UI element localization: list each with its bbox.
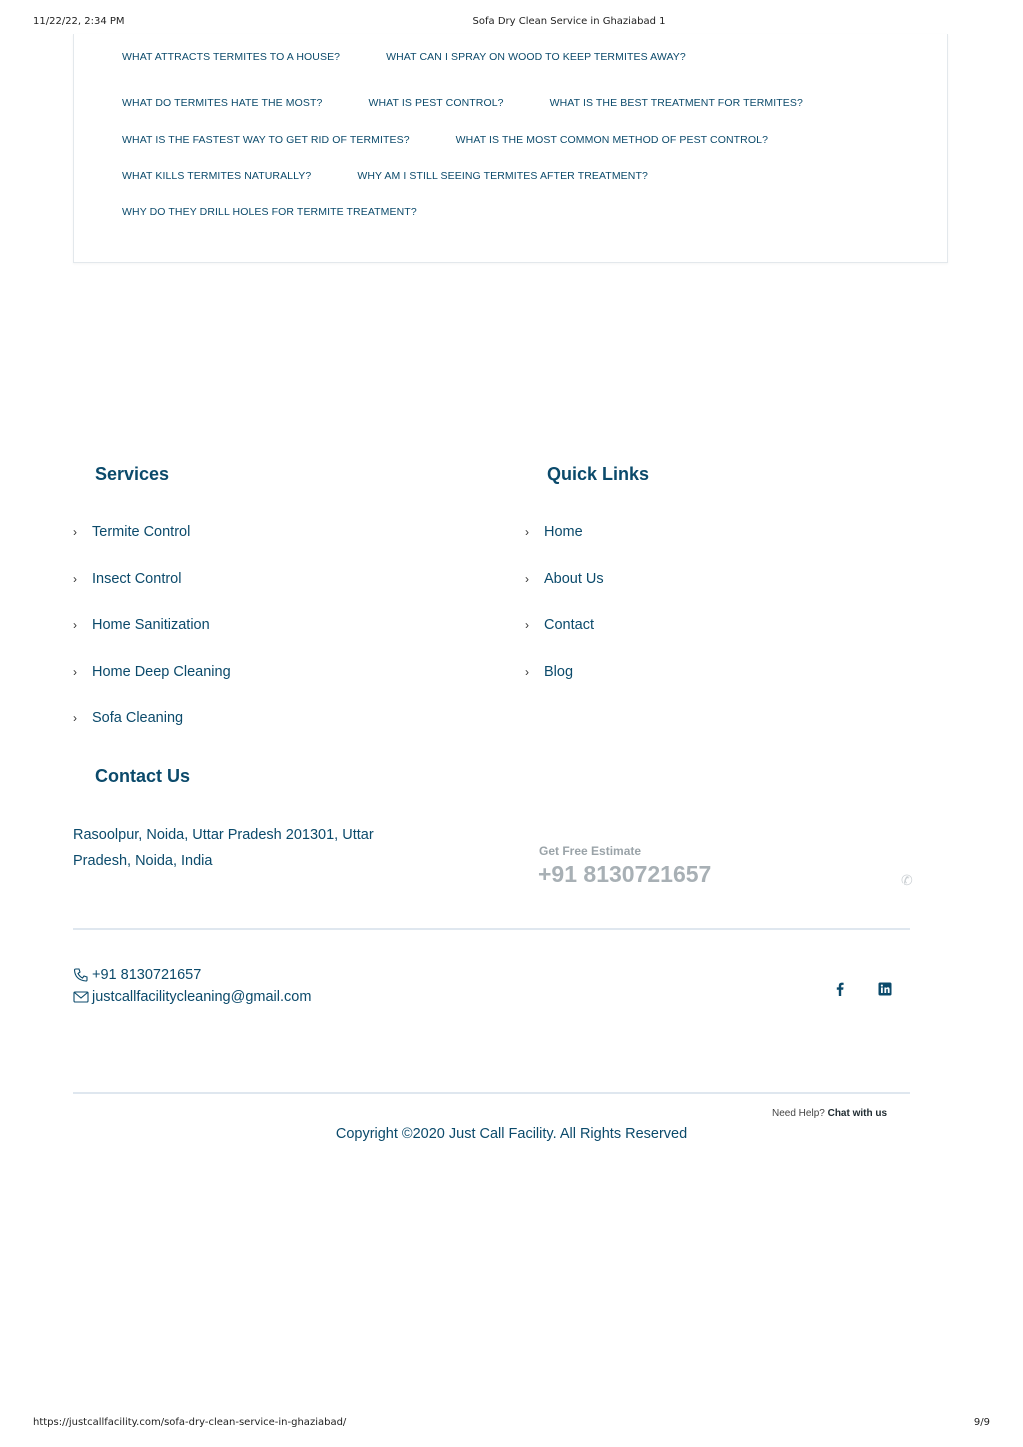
chat-link[interactable]: Chat with us — [827, 1108, 888, 1119]
contact-email-row[interactable] — [73, 989, 311, 1005]
contact-address: Rasoolpur, Noida, Uttar Pradesh 201301, Uttar Pradesh, Noida, India — [73, 827, 374, 869]
quick-links-heading: Quick Links — [547, 464, 650, 484]
divider — [73, 928, 910, 930]
services-item-home-deep-cleaning[interactable] — [73, 663, 231, 710]
tag-link[interactable]: WHAT ATTRACTS TERMITES TO A HOUSE? — [122, 51, 341, 63]
tag-row — [122, 206, 417, 218]
divider — [73, 1092, 910, 1094]
linkedin-icon[interactable] — [877, 981, 893, 997]
facebook-icon[interactable] — [832, 981, 848, 997]
estimate-phone[interactable]: +91 8130721657 — [538, 861, 712, 887]
print-page-title: Sofa Dry Clean Service in Ghaziabad 1 — [472, 16, 666, 27]
chevron-right-icon: › — [73, 664, 77, 679]
services-item-termite-control[interactable] — [73, 523, 231, 570]
contact-email[interactable]: justcallfacilitycleaning@gmail.com — [92, 989, 312, 1005]
tag-row — [122, 170, 648, 182]
chevron-right-icon: › — [525, 571, 529, 586]
quick-link-label[interactable]: Blog — [544, 663, 574, 680]
tag-link[interactable]: WHAT CAN I SPRAY ON WOOD TO KEEP TERMITES AWAY? — [386, 51, 686, 63]
phone-icon — [73, 968, 89, 982]
services-item-label[interactable]: Home Sanitization — [92, 617, 210, 633]
chevron-right-icon: › — [73, 525, 77, 539]
phone-icon: ✆ — [901, 872, 913, 888]
services-item-insect-control[interactable] — [73, 570, 231, 617]
contact-phone[interactable]: +91 8130721657 — [92, 967, 202, 983]
print-page-number: 9/9 — [973, 1417, 990, 1428]
chevron-right-icon: › — [73, 618, 77, 632]
chat-prefix: Need Help? — [772, 1108, 825, 1119]
quick-link-about-us[interactable] — [525, 570, 604, 617]
tag-row — [122, 97, 803, 109]
estimate-label: Get Free Estimate — [539, 844, 642, 858]
quick-link-home[interactable] — [525, 523, 604, 570]
services-item-label[interactable]: Termite Control — [92, 524, 191, 540]
print-datetime: 11/22/22, 2:34 PM — [33, 16, 125, 27]
quick-links-menu — [525, 523, 604, 709]
tag-link[interactable]: WHAT IS PEST CONTROL? — [368, 97, 504, 109]
quick-link-contact[interactable] — [525, 616, 604, 663]
tag-link[interactable]: WHAT DO TERMITES HATE THE MOST? — [122, 97, 323, 109]
tag-link[interactable]: WHAT IS THE MOST COMMON METHOD OF PEST CONTROL? — [455, 134, 769, 146]
contact-phone-row[interactable] — [73, 967, 201, 983]
faq-tag-box — [73, 34, 948, 263]
services-item-sofa-cleaning[interactable] — [73, 709, 231, 756]
quick-link-label[interactable]: Home — [544, 524, 583, 540]
tag-link[interactable]: WHAT IS THE BEST TREATMENT FOR TERMITES? — [549, 97, 803, 109]
chat-prompt[interactable] — [772, 1108, 887, 1119]
services-item-home-sanitization[interactable] — [73, 616, 231, 663]
tag-link[interactable]: WHY AM I STILL SEEING TERMITES AFTER TREATMENT? — [357, 170, 648, 182]
chevron-right-icon: › — [525, 525, 529, 539]
services-item-label[interactable]: Insect Control — [92, 570, 182, 587]
tag-row — [122, 134, 768, 146]
services-item-label[interactable]: Sofa Cleaning — [92, 710, 184, 726]
contact-heading: Contact Us — [95, 766, 191, 786]
services-item-label[interactable]: Home Deep Cleaning — [92, 663, 231, 680]
tag-row — [122, 51, 686, 63]
tag-link[interactable]: WHAT KILLS TERMITES NATURALLY? — [122, 170, 312, 182]
envelope-icon — [73, 990, 89, 1004]
tag-link[interactable]: WHAT IS THE FASTEST WAY TO GET RID OF TERMITES? — [122, 134, 410, 146]
chevron-right-icon: › — [73, 571, 77, 586]
services-menu — [73, 523, 231, 756]
copyright-text: Copyright ©2020 Just Call Facility. All Rights Reserved — [335, 1126, 688, 1142]
chevron-right-icon: › — [73, 711, 77, 725]
chevron-right-icon: › — [525, 664, 529, 679]
quick-link-label[interactable]: About Us — [544, 570, 604, 587]
chevron-right-icon: › — [525, 618, 529, 632]
services-heading: Services — [95, 464, 170, 484]
tag-link[interactable]: WHY DO THEY DRILL HOLES FOR TERMITE TREATMENT? — [122, 206, 417, 218]
quick-link-label[interactable]: Contact — [544, 617, 594, 633]
print-url: https://justcallfacility.com/sofa-dry-clean-service-in-ghaziabad/ — [33, 1417, 347, 1428]
quick-link-blog[interactable] — [525, 663, 604, 710]
